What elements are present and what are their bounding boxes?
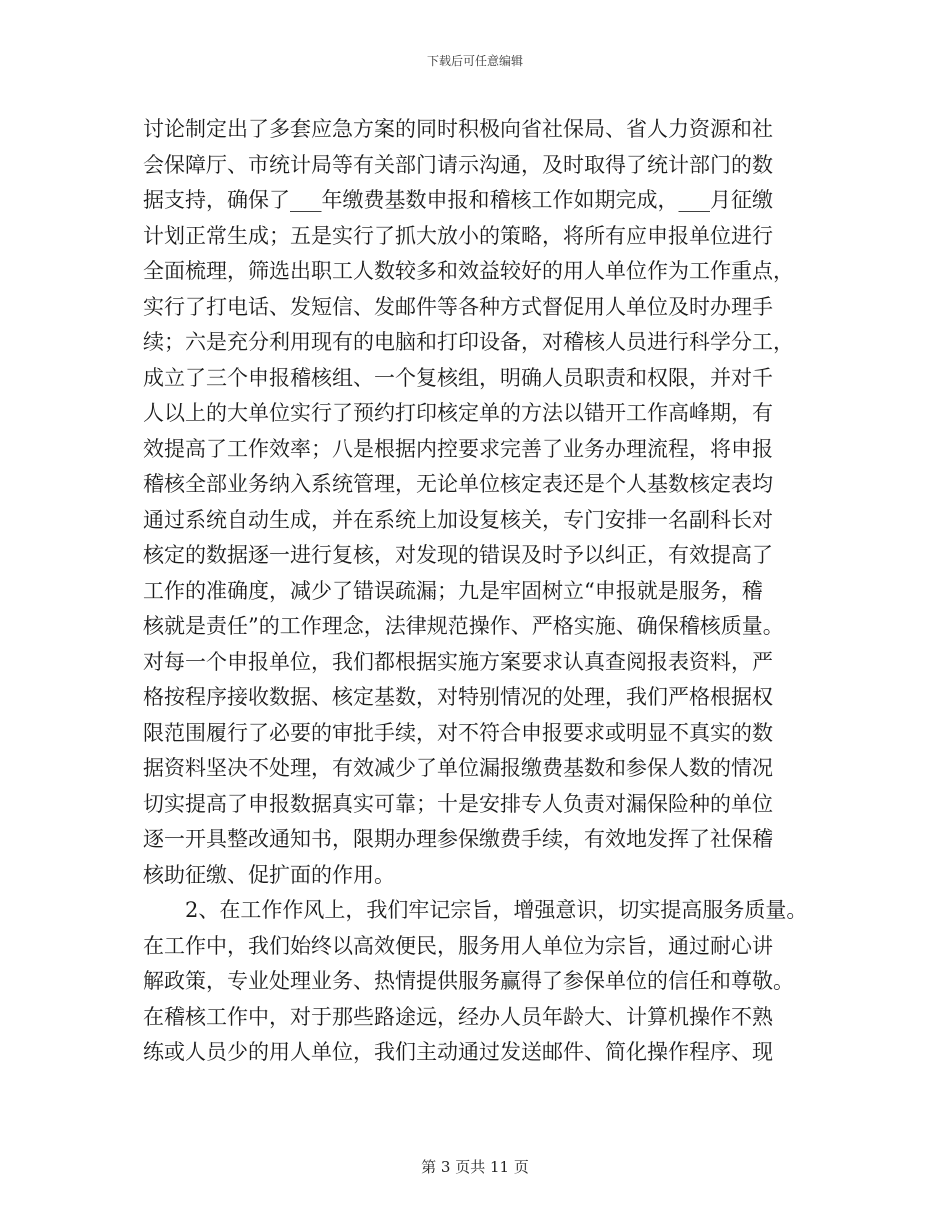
document-body	[143, 112, 809, 1071]
text-line: 效提高了工作效率；八是根据内控要求完善了业务办理流程，将申报	[143, 436, 773, 461]
text-line: 在稽核工作中，对于那些路途远，经办人员年龄大、计算机操作不熟	[143, 1004, 773, 1029]
text-line: 据支持，确保了___年缴费基数申报和稽核工作如期完成，___月征缴	[143, 188, 773, 212]
text-line: 解政策，专业处理业务、热情提供服务赢得了参保单位的信任和尊敬。	[143, 969, 794, 993]
page-header-note: 下载后可任意编辑	[426, 54, 523, 68]
text-line: 核定的数据逐一进行复核，对发现的错误及时予以纠正，有效提高了	[143, 543, 773, 567]
text-line: 续；六是充分利用现有的电脑和打印设备，对稽核人员进行科学分工，	[143, 330, 794, 354]
text-line: 对每一个申报单位，我们都根据实施方案要求认真查阅报表资料，严	[143, 649, 773, 674]
text-line: 稽核全部业务纳入系统管理，无论单位核定表还是个人基数核定表均	[143, 472, 773, 496]
text-line: 讨论制定出了多套应急方案的同时积极向省社保局、省人力资源和社	[143, 117, 773, 141]
text-line: 限范围履行了必要的审批手续，对不符合申报要求或明显不真实的数	[143, 720, 773, 745]
text-line: 核助征缴、促扩面的作用。	[143, 862, 395, 887]
text-line: 格按程序接收数据、核定基数，对特别情况的处理，我们严格根据权	[143, 685, 773, 709]
text-line: 计划正常生成；五是实行了抓大放小的策略，将所有应申报单位进行	[143, 223, 773, 248]
paragraph-start-line: 2、在工作作风上，我们牢记宗旨，增强意识，切实提高服务质量。	[185, 898, 808, 922]
text-line: 通过系统自动生成，并在系统上加设复核关，专门安排一名副科长对	[143, 507, 773, 532]
text-line: 据资料坚决不处理，有效减少了单位漏报缴费基数和参保人数的情况	[143, 756, 773, 780]
text-line: 人以上的大单位实行了预约打印核定单的方法以错开工作高峰期，有	[143, 401, 773, 425]
text-line: 会保障厅、市统计局等有关部门请示沟通，及时取得了统计部门的数	[143, 152, 773, 177]
text-line: 工作的准确度，减少了错误疏漏；九是牢固树立“申报就是服务，稽	[143, 578, 763, 603]
text-line: 切实提高了申报数据真实可靠；十是安排专人负责对漏保险种的单位	[143, 791, 773, 816]
text-line: 全面梳理，筛选出职工人数较多和效益较好的用人单位作为工作重点，	[143, 259, 794, 283]
text-line: 练或人员少的用人单位，我们主动通过发送邮件、简化操作程序、现	[143, 1040, 773, 1064]
text-line: 实行了打电话、发短信、发邮件等各种方式督促用人单位及时办理手	[143, 294, 773, 319]
text-line: 核就是责任”的工作理念，法律规范操作、严格实施、确保稽核质量。	[143, 614, 784, 638]
text-line: 成立了三个申报稽核组、一个复核组，明确人员职责和权限，并对千	[143, 365, 773, 390]
text-line: 逐一开具整改通知书，限期办理参保缴费手续，有效地发挥了社保稽	[143, 827, 773, 851]
text-line: 在工作中，我们始终以高效便民，服务用人单位为宗旨，通过耐心讲	[143, 933, 773, 958]
page-number: 第 3 页共 11 页	[421, 1158, 529, 1176]
